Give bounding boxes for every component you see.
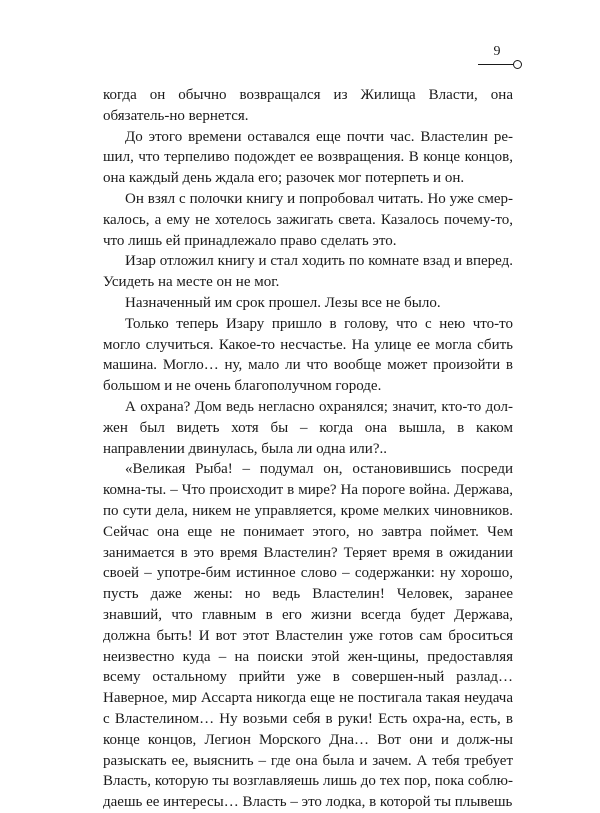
paragraph: Только теперь Изару пришло в голову, что с нею что-то могло случиться. Какое-то несчастье. На улице ее могла сбить машина. Могло… ну, мало ли что вообще может произойти в большом и не очень благополучном городе. bbox=[103, 315, 513, 395]
paragraph: Назначенный им срок прошел. Лезы все не было. bbox=[125, 294, 441, 311]
page-number: 9 bbox=[493, 44, 501, 59]
paragraph: До этого времени оставался еще почти час. Властелин ре-шил, что терпеливо подождет ее возвращения. В конце концов, она каждый день ждала его; разочек мог потерпеть и он. bbox=[103, 128, 513, 187]
header-rule bbox=[478, 64, 513, 65]
paragraph: А охрана? Дом ведь негласно охранялся; значит, кто-то дол-жен был видеть хотя бы – когда она вышла, в каком направлении двинулась, была ли одна или?.. bbox=[103, 398, 513, 457]
paragraph: Изар отложил книгу и стал ходить по комнате взад и вперед. Усидеть на месте он не мог. bbox=[103, 253, 513, 291]
header-circle-ornament bbox=[513, 60, 522, 69]
paragraph: когда он обычно возвращался из Жилища Власти, она обязатель-но вернется. bbox=[103, 87, 513, 124]
page-header bbox=[478, 44, 524, 72]
paragraph: Он взял с полочки книгу и попробовал читать. Но уже смер-калось, а ему не хотелось зажигать света. Казалось почему-то, что лишь ей принадлежало право сделать это. bbox=[103, 190, 513, 249]
body-text bbox=[103, 85, 513, 813]
paragraph: «Великая Рыба! – подумал он, остановившись посреди комна-ты. – Что происходит в мире? На пороге война. Держава, по сути дела, никем не управляется, кроме мелких чиновников. Сейчас она еще не понимает этого, но завтра поймет. Чем занимается в это время Властелин? Теряет время в ожидании своей – употре-бим истинное слово – содержанки: ну хорошо, пусть даже жены: но ведь Властелин! Человек, заранее знавший, что главным в его жизни всегда будет Держава, должна быть! И вот этот Властелин уже готов сам броситься неизвестно куда – на поиски этой жен-щины, предоставляя всему остальному прийти уже в совершен-ный разлад… Наверное, мир Ассарта никогда еще не постигала такая неудача с Властелином… Ну возьми себя в руки! Есть охра-на, есть, в конце концов, Легион Морского Дна… Вот они и долж-ны разыскать ее, выяснить – где она была и зачем. А тебя требует Власть, которую ты возглавляешь лишь до тех пор, пока соблю-даешь ее интересы… Власть – это лодка, в которой ты плывешь bbox=[103, 461, 513, 811]
